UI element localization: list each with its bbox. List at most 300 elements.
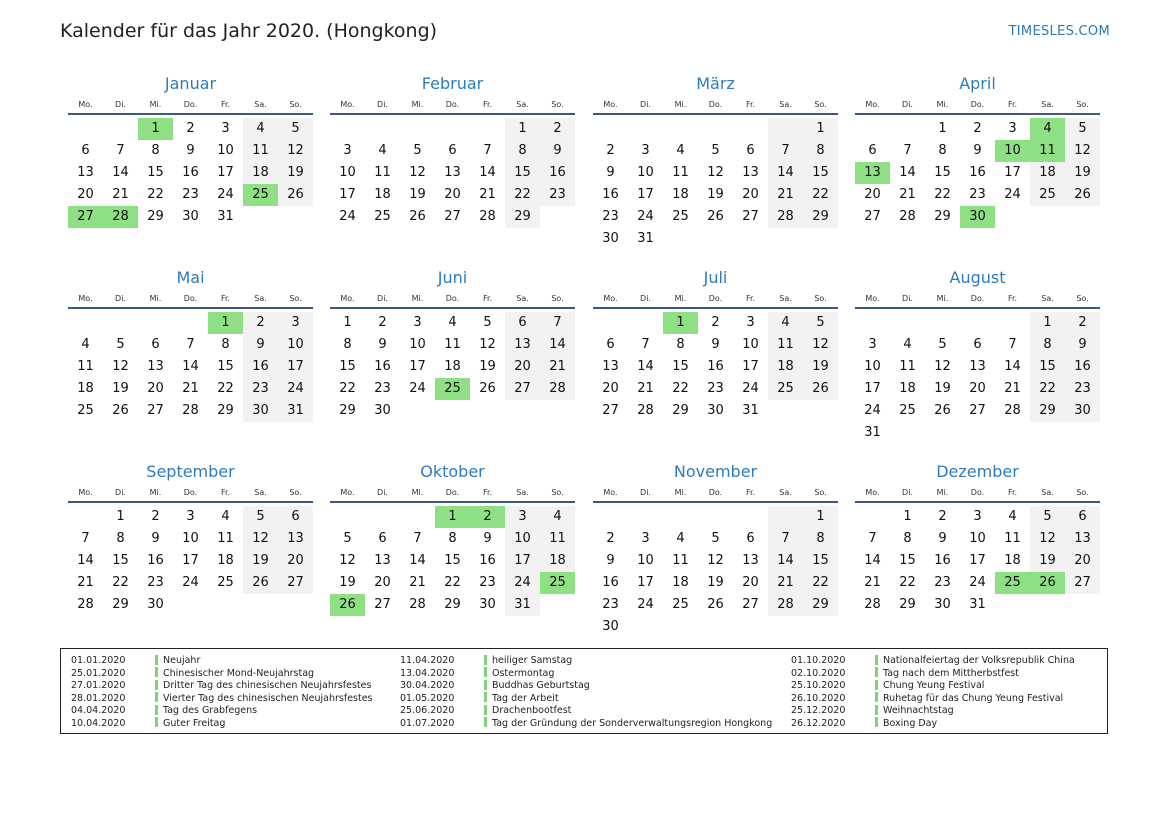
day-cell: 21 bbox=[768, 572, 803, 594]
weekday-label: Mi. bbox=[674, 488, 687, 497]
day-cell: 6 bbox=[1065, 506, 1100, 528]
weekday-label: Mo. bbox=[340, 294, 355, 303]
day-cell: 8 bbox=[448, 531, 457, 546]
weekday-label: Di. bbox=[640, 488, 651, 497]
day-cell: 8 bbox=[343, 337, 352, 352]
day-cell: 14 bbox=[768, 162, 803, 184]
weekday-header bbox=[330, 486, 575, 500]
empty-cell bbox=[365, 506, 400, 528]
month-2 bbox=[330, 73, 575, 228]
day-cell: 7 bbox=[641, 337, 650, 352]
day-cell: 18 bbox=[1004, 553, 1021, 568]
day-cell: 7 bbox=[413, 531, 422, 546]
day-cell: 5 bbox=[711, 143, 720, 158]
day-cell: 15 bbox=[1030, 356, 1065, 378]
day-cell: 11 bbox=[899, 359, 916, 374]
legend-row bbox=[400, 668, 772, 681]
weekday-label: So. bbox=[289, 100, 302, 109]
day-cell: 14 bbox=[409, 553, 426, 568]
weekday-label: So. bbox=[814, 488, 827, 497]
holiday-day: 25 bbox=[243, 184, 278, 206]
day-cell: 3 bbox=[973, 509, 982, 524]
day-cell: 13 bbox=[742, 165, 759, 180]
day-cell: 16 bbox=[602, 575, 619, 590]
day-cell: 6 bbox=[448, 143, 457, 158]
holiday-date: 02.10.2020 bbox=[791, 667, 846, 679]
weekday-header bbox=[330, 292, 575, 306]
weekday-label: So. bbox=[289, 488, 302, 497]
weekday-header bbox=[593, 98, 838, 112]
day-cell: 8 bbox=[938, 143, 947, 158]
day-cell: 29 bbox=[803, 206, 838, 228]
day-cell: 3 bbox=[868, 337, 877, 352]
day-cell: 30 bbox=[602, 619, 619, 634]
weekday-label: Mo. bbox=[78, 100, 93, 109]
holiday-marker bbox=[875, 705, 878, 715]
weekday-header bbox=[68, 292, 313, 306]
empty-cell bbox=[698, 506, 733, 528]
day-grid bbox=[330, 312, 575, 422]
day-cell: 4 bbox=[676, 143, 685, 158]
day-cell: 21 bbox=[1004, 381, 1021, 396]
day-cell: 17 bbox=[409, 359, 426, 374]
day-cell: 23 bbox=[602, 597, 619, 612]
day-cell: 4 bbox=[448, 315, 457, 330]
holiday-day: 25 bbox=[435, 378, 470, 400]
day-cell: 7 bbox=[903, 143, 912, 158]
day-cell: 14 bbox=[112, 165, 129, 180]
holiday-name: Chung Yeung Festival bbox=[883, 680, 985, 692]
legend-column bbox=[791, 655, 1075, 731]
weekday-label: Sa. bbox=[1041, 488, 1054, 497]
day-cell: 28 bbox=[768, 594, 803, 616]
day-cell: 20 bbox=[505, 356, 540, 378]
holiday-marker bbox=[875, 717, 878, 727]
day-cell: 22 bbox=[444, 575, 461, 590]
day-cell: 11 bbox=[217, 531, 234, 546]
weekday-label: So. bbox=[1076, 488, 1089, 497]
holiday-name: Ostermontag bbox=[492, 667, 555, 679]
header-rule bbox=[68, 501, 313, 503]
day-cell: 29 bbox=[339, 403, 356, 418]
holiday-name: Drachenbootfest bbox=[492, 705, 572, 717]
day-cell: 5 bbox=[1065, 118, 1100, 140]
weekday-label: Mi. bbox=[149, 488, 162, 497]
weekday-label: Fr. bbox=[482, 294, 493, 303]
day-cell: 11 bbox=[672, 553, 689, 568]
day-cell: 10 bbox=[742, 337, 759, 352]
weekday-label: Mi. bbox=[411, 100, 424, 109]
holiday-date: 10.04.2020 bbox=[71, 717, 126, 729]
day-cell: 6 bbox=[505, 312, 540, 334]
day-cell: 20 bbox=[278, 550, 313, 572]
holiday-marker bbox=[484, 680, 487, 690]
day-cell: 24 bbox=[339, 209, 356, 224]
holiday-date: 01.01.2020 bbox=[71, 655, 126, 666]
legend-row bbox=[71, 705, 373, 718]
header-rule bbox=[855, 501, 1100, 503]
day-cell: 20 bbox=[77, 187, 94, 202]
day-cell: 24 bbox=[505, 572, 540, 594]
holiday-date: 01.07.2020 bbox=[400, 717, 455, 729]
day-cell: 16 bbox=[969, 165, 986, 180]
empty-cell bbox=[855, 506, 890, 528]
holiday-day: 25 bbox=[540, 572, 575, 594]
empty-cell bbox=[855, 118, 890, 140]
day-cell: 17 bbox=[339, 187, 356, 202]
day-cell: 18 bbox=[768, 356, 803, 378]
day-grid bbox=[68, 312, 313, 422]
holiday-marker bbox=[875, 692, 878, 702]
holiday-day: 26 bbox=[330, 594, 365, 616]
holiday-day: 13 bbox=[855, 162, 890, 184]
holiday-marker bbox=[875, 680, 878, 690]
weekday-label: Mo. bbox=[603, 100, 618, 109]
weekday-label: Sa. bbox=[779, 294, 792, 303]
day-cell: 5 bbox=[938, 337, 947, 352]
header-rule bbox=[593, 113, 838, 115]
day-grid bbox=[593, 506, 838, 638]
day-cell: 8 bbox=[676, 337, 685, 352]
holiday-date: 25.12.2020 bbox=[791, 705, 846, 717]
day-cell: 16 bbox=[1065, 356, 1100, 378]
day-cell: 2 bbox=[1065, 312, 1100, 334]
legend-row bbox=[71, 680, 373, 693]
day-cell: 1 bbox=[903, 509, 912, 524]
day-cell: 24 bbox=[742, 381, 759, 396]
day-cell: 29 bbox=[505, 206, 540, 228]
day-cell: 3 bbox=[746, 315, 755, 330]
holiday-marker bbox=[155, 667, 158, 677]
month-name: August bbox=[949, 268, 1006, 287]
day-cell: 21 bbox=[540, 356, 575, 378]
day-cell: 10 bbox=[182, 531, 199, 546]
weekday-label: So. bbox=[1076, 294, 1089, 303]
day-cell: 21 bbox=[864, 575, 881, 590]
day-cell: 13 bbox=[1065, 528, 1100, 550]
day-cell: 13 bbox=[374, 553, 391, 568]
day-cell: 12 bbox=[278, 140, 313, 162]
day-cell: 25 bbox=[899, 403, 916, 418]
weekday-label: Mi. bbox=[149, 294, 162, 303]
day-cell: 27 bbox=[602, 403, 619, 418]
empty-cell bbox=[890, 118, 925, 140]
holiday-date: 28.01.2020 bbox=[71, 692, 126, 704]
weekday-header bbox=[330, 98, 575, 112]
weekday-label: Di. bbox=[115, 488, 126, 497]
day-cell: 28 bbox=[479, 209, 496, 224]
empty-cell bbox=[768, 506, 803, 528]
day-cell: 28 bbox=[540, 378, 575, 400]
day-cell: 9 bbox=[186, 143, 195, 158]
day-cell: 7 bbox=[768, 140, 803, 162]
month-4 bbox=[855, 73, 1100, 228]
day-cell: 12 bbox=[479, 337, 496, 352]
day-cell: 3 bbox=[278, 312, 313, 334]
holiday-date: 27.01.2020 bbox=[71, 680, 126, 692]
day-cell: 11 bbox=[444, 337, 461, 352]
day-cell: 26 bbox=[803, 378, 838, 400]
weekday-label: Mo. bbox=[865, 488, 880, 497]
holiday-date: 01.10.2020 bbox=[791, 655, 846, 666]
weekday-label: Di. bbox=[902, 488, 913, 497]
day-cell: 2 bbox=[243, 312, 278, 334]
day-cell: 20 bbox=[864, 187, 881, 202]
weekday-label: Fr. bbox=[220, 100, 231, 109]
weekday-label: Do. bbox=[708, 488, 723, 497]
day-cell: 10 bbox=[637, 165, 654, 180]
holiday-day: 4 bbox=[1030, 118, 1065, 140]
day-cell: 24 bbox=[278, 378, 313, 400]
day-cell: 4 bbox=[903, 337, 912, 352]
empty-cell bbox=[890, 312, 925, 334]
day-cell: 26 bbox=[479, 381, 496, 396]
day-cell: 5 bbox=[343, 531, 352, 546]
weekday-label: Sa. bbox=[779, 488, 792, 497]
day-cell: 18 bbox=[444, 359, 461, 374]
holiday-marker bbox=[155, 680, 158, 690]
empty-cell bbox=[470, 118, 505, 140]
holiday-name: Vierter Tag des chinesischen Neujahrsfestes bbox=[163, 692, 373, 704]
month-name: Dezember bbox=[936, 462, 1019, 481]
weekday-label: Di. bbox=[377, 100, 388, 109]
day-cell: 21 bbox=[77, 575, 94, 590]
month-8 bbox=[855, 267, 1100, 444]
weekday-label: Fr. bbox=[1007, 294, 1018, 303]
brand-link[interactable]: TIMESLES.COM bbox=[1008, 24, 1110, 39]
day-cell: 9 bbox=[483, 531, 492, 546]
day-cell: 30 bbox=[147, 597, 164, 612]
day-cell: 16 bbox=[707, 359, 724, 374]
day-cell: 16 bbox=[374, 359, 391, 374]
day-cell: 21 bbox=[637, 381, 654, 396]
holiday-name: Buddhas Geburtstag bbox=[492, 680, 590, 692]
day-grid bbox=[855, 118, 1100, 228]
day-cell: 17 bbox=[182, 553, 199, 568]
holiday-marker bbox=[155, 705, 158, 715]
day-cell: 6 bbox=[151, 337, 160, 352]
day-cell: 25 bbox=[672, 597, 689, 612]
holiday-name: heiliger Samstag bbox=[492, 655, 573, 666]
empty-cell bbox=[330, 506, 365, 528]
holiday-date: 30.04.2020 bbox=[400, 680, 455, 692]
month-6 bbox=[330, 267, 575, 422]
weekday-label: Mi. bbox=[411, 488, 424, 497]
holiday-date: 26.10.2020 bbox=[791, 692, 846, 704]
weekday-header bbox=[593, 486, 838, 500]
weekday-header bbox=[855, 98, 1100, 112]
day-cell: 23 bbox=[1065, 378, 1100, 400]
day-cell: 24 bbox=[217, 187, 234, 202]
empty-cell bbox=[925, 312, 960, 334]
day-cell: 1 bbox=[1030, 312, 1065, 334]
day-cell: 17 bbox=[1004, 165, 1021, 180]
day-cell: 2 bbox=[711, 315, 720, 330]
day-cell: 16 bbox=[602, 187, 619, 202]
day-cell: 27 bbox=[147, 403, 164, 418]
weekday-header bbox=[68, 486, 313, 500]
month-name: Januar bbox=[164, 74, 217, 93]
header-rule bbox=[68, 113, 313, 115]
day-cell: 20 bbox=[602, 381, 619, 396]
day-cell: 22 bbox=[505, 184, 540, 206]
empty-cell bbox=[593, 506, 628, 528]
holiday-day: 30 bbox=[960, 206, 995, 228]
empty-cell bbox=[733, 118, 768, 140]
day-cell: 19 bbox=[479, 359, 496, 374]
day-cell: 5 bbox=[711, 531, 720, 546]
day-cell: 9 bbox=[938, 531, 947, 546]
day-grid bbox=[593, 118, 838, 250]
day-cell: 12 bbox=[1065, 140, 1100, 162]
day-cell: 13 bbox=[602, 359, 619, 374]
day-cell: 7 bbox=[186, 337, 195, 352]
day-cell: 1 bbox=[116, 509, 125, 524]
day-cell: 25 bbox=[768, 378, 803, 400]
day-cell: 7 bbox=[768, 528, 803, 550]
day-grid bbox=[330, 118, 575, 228]
month-name: Juni bbox=[437, 268, 468, 287]
empty-cell bbox=[663, 506, 698, 528]
day-cell: 16 bbox=[934, 553, 951, 568]
day-cell: 2 bbox=[540, 118, 575, 140]
day-cell: 24 bbox=[182, 575, 199, 590]
day-cell: 9 bbox=[378, 337, 387, 352]
holiday-name: Dritter Tag des chinesischen Neujahrsfestes bbox=[163, 680, 372, 692]
day-cell: 21 bbox=[479, 187, 496, 202]
day-cell: 15 bbox=[147, 165, 164, 180]
day-cell: 19 bbox=[1030, 550, 1065, 572]
day-cell: 4 bbox=[768, 312, 803, 334]
day-cell: 29 bbox=[217, 403, 234, 418]
day-cell: 28 bbox=[77, 597, 94, 612]
day-cell: 30 bbox=[1065, 400, 1100, 422]
day-cell: 27 bbox=[742, 597, 759, 612]
holiday-marker bbox=[484, 655, 487, 665]
legend-row bbox=[791, 718, 1075, 731]
weekday-label: Do. bbox=[183, 294, 198, 303]
holiday-day: 1 bbox=[663, 312, 698, 334]
day-cell: 9 bbox=[151, 531, 160, 546]
day-cell: 7 bbox=[81, 531, 90, 546]
day-cell: 16 bbox=[243, 356, 278, 378]
empty-cell bbox=[995, 312, 1030, 334]
holiday-date: 26.12.2020 bbox=[791, 717, 846, 729]
day-cell: 26 bbox=[1065, 184, 1100, 206]
legend-row bbox=[791, 680, 1075, 693]
holiday-name: Chinesischer Mond-Neujahrstag bbox=[163, 667, 315, 679]
weekday-label: Fr. bbox=[220, 488, 231, 497]
weekday-label: Do. bbox=[183, 100, 198, 109]
legend-row bbox=[400, 693, 772, 706]
weekday-label: Fr. bbox=[745, 488, 756, 497]
day-cell: 10 bbox=[278, 334, 313, 356]
holiday-day: 1 bbox=[435, 506, 470, 528]
legend-row bbox=[71, 718, 373, 731]
holiday-date: 25.01.2020 bbox=[71, 667, 126, 679]
day-cell: 16 bbox=[147, 553, 164, 568]
empty-cell bbox=[855, 312, 890, 334]
day-cell: 9 bbox=[606, 165, 615, 180]
day-cell: 22 bbox=[672, 381, 689, 396]
month-name: Februar bbox=[421, 74, 484, 93]
holiday-date: 01.05.2020 bbox=[400, 692, 455, 704]
day-cell: 13 bbox=[742, 553, 759, 568]
day-cell: 5 bbox=[413, 143, 422, 158]
day-cell: 17 bbox=[969, 553, 986, 568]
day-cell: 26 bbox=[278, 184, 313, 206]
day-cell: 18 bbox=[77, 381, 94, 396]
day-cell: 26 bbox=[707, 597, 724, 612]
day-cell: 8 bbox=[803, 140, 838, 162]
day-cell: 21 bbox=[768, 184, 803, 206]
day-cell: 27 bbox=[374, 597, 391, 612]
day-cell: 27 bbox=[278, 572, 313, 594]
day-cell: 19 bbox=[803, 356, 838, 378]
day-cell: 3 bbox=[641, 531, 650, 546]
month-name: Mai bbox=[176, 268, 205, 287]
day-cell: 24 bbox=[409, 381, 426, 396]
day-cell: 17 bbox=[864, 381, 881, 396]
day-cell: 24 bbox=[637, 209, 654, 224]
day-cell: 7 bbox=[540, 312, 575, 334]
day-cell: 2 bbox=[186, 121, 195, 136]
day-cell: 13 bbox=[147, 359, 164, 374]
day-cell: 28 bbox=[637, 403, 654, 418]
day-cell: 20 bbox=[374, 575, 391, 590]
day-cell: 8 bbox=[151, 143, 160, 158]
day-cell: 2 bbox=[378, 315, 387, 330]
day-cell: 1 bbox=[938, 121, 947, 136]
holiday-name: Weihnachtstag bbox=[883, 705, 954, 717]
holiday-date: 13.04.2020 bbox=[400, 667, 455, 679]
legend-row bbox=[71, 655, 373, 668]
day-cell: 6 bbox=[81, 143, 90, 158]
day-cell: 27 bbox=[444, 209, 461, 224]
day-cell: 14 bbox=[182, 359, 199, 374]
day-cell: 6 bbox=[746, 531, 755, 546]
day-cell: 4 bbox=[81, 337, 90, 352]
day-cell: 24 bbox=[969, 575, 986, 590]
day-cell: 27 bbox=[969, 403, 986, 418]
weekday-label: Di. bbox=[115, 100, 126, 109]
day-cell: 8 bbox=[221, 337, 230, 352]
weekday-label: Mo. bbox=[78, 294, 93, 303]
empty-cell bbox=[400, 506, 435, 528]
day-cell: 11 bbox=[540, 528, 575, 550]
weekday-label: Mi. bbox=[936, 100, 949, 109]
day-cell: 31 bbox=[217, 209, 234, 224]
weekday-label: Sa. bbox=[1041, 100, 1054, 109]
weekday-label: So. bbox=[814, 100, 827, 109]
day-cell: 28 bbox=[409, 597, 426, 612]
month-name: Juli bbox=[703, 268, 728, 287]
holiday-legend bbox=[60, 648, 1108, 734]
day-cell: 3 bbox=[1008, 121, 1017, 136]
weekday-label: Di. bbox=[902, 294, 913, 303]
weekday-label: Mi. bbox=[411, 294, 424, 303]
day-cell: 17 bbox=[505, 550, 540, 572]
day-cell: 6 bbox=[746, 143, 755, 158]
day-cell: 12 bbox=[934, 359, 951, 374]
holiday-day: 11 bbox=[1030, 140, 1065, 162]
day-cell: 21 bbox=[899, 187, 916, 202]
empty-cell bbox=[435, 118, 470, 140]
empty-cell bbox=[103, 118, 138, 140]
day-cell: 23 bbox=[540, 184, 575, 206]
day-cell: 20 bbox=[742, 187, 759, 202]
holiday-name: Nationalfeiertag der Volksrepublik China bbox=[883, 655, 1075, 666]
